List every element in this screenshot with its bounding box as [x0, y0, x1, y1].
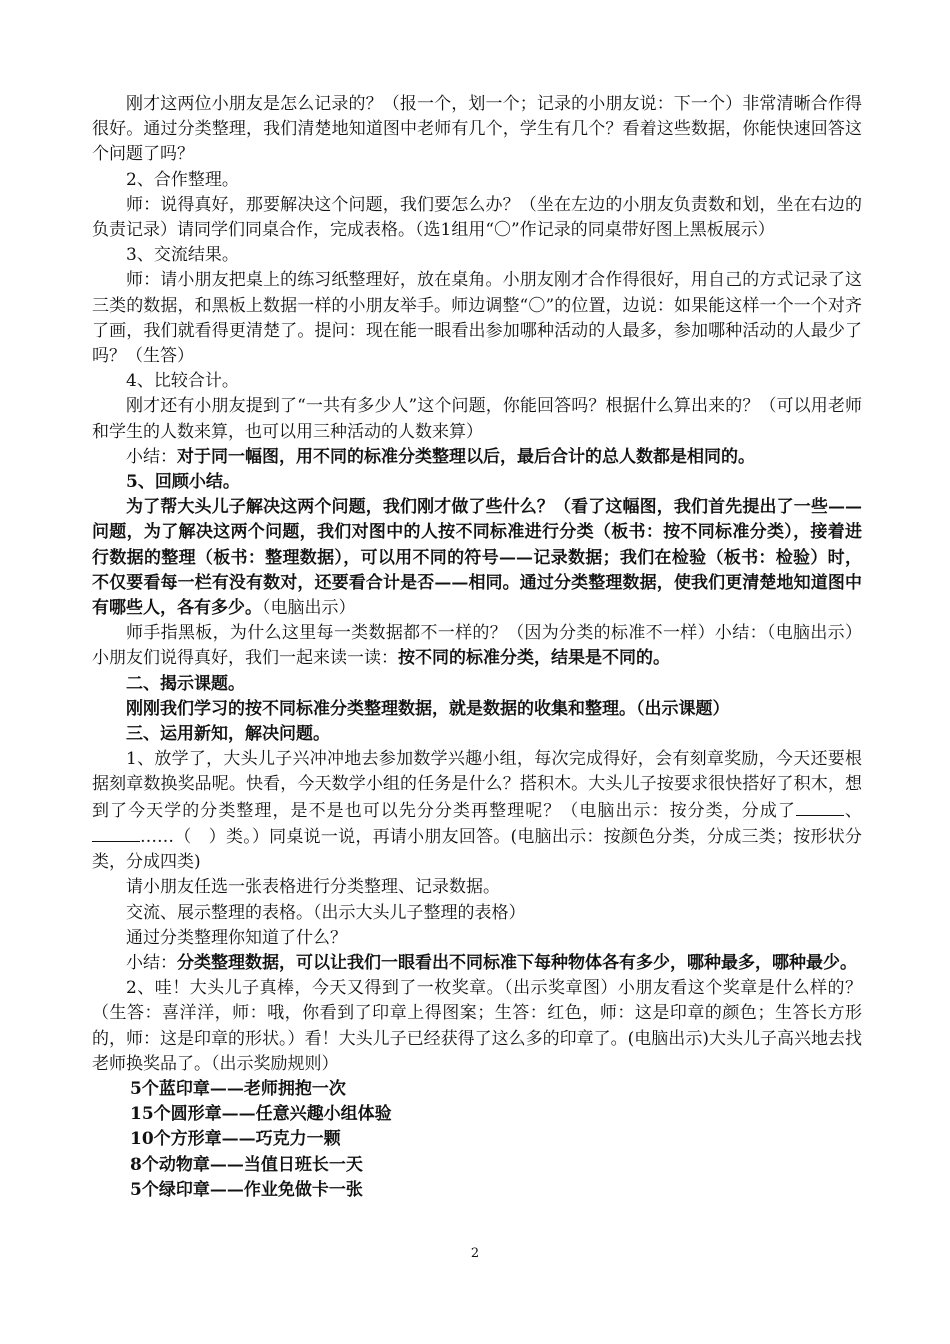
- heading-5: 5、回顾小结。: [126, 472, 240, 493]
- paragraph-9: 请小朋友任选一张表格进行分类整理、记录数据。: [126, 877, 500, 898]
- summary-4: [92, 445, 862, 470]
- blank-line-2: [92, 824, 140, 842]
- paragraph-11: 通过分类整理你知道了什么？: [126, 927, 347, 948]
- paragraph-6: [92, 621, 862, 671]
- paragraph-1: 刚才这两位小朋友是怎么记录的？（报一个，划一个；记录的小朋友说：下一个）非常清晰合作得很好。通过分类整理，我们清楚地知道图中老师有几个，学生有几个？看着这些数据，你能快速回答这个问题了吗？: [92, 94, 862, 165]
- summary-4-text: 对于同一幅图，用不同的标准分类整理以后，最后合计的总人数都是相同的。: [177, 446, 755, 467]
- blank-line-1: [796, 798, 844, 816]
- section-3-title: 三、运用新知，解决问题。: [126, 724, 330, 745]
- paragraph-5: [92, 495, 862, 621]
- reward-rule-3: 10个方形章——巧克力一颗: [130, 1129, 341, 1150]
- reward-rule-5: 5个绿印章——作业免做卡一张: [130, 1179, 363, 1200]
- paragraph-12: 2、哇！大头儿子真棒，今天又得到了一枚奖章。（出示奖章图）小朋友看这个奖章是什么样的？（生答：喜洋洋，师：哦，你看到了印章上得图案；生答：红色，师：这是印章的颜色；生答长方形的，师：这是印章的形状。）看！大头儿子已经获得了这么多的印章了。(电脑出示)大头儿子高兴地去找老师换奖品了。（出示奖励规则）: [92, 978, 862, 1074]
- page-number: 2: [470, 1246, 480, 1261]
- paragraph-3: 师：请小朋友把桌上的练习纸整理好，放在桌角。小朋友刚才合作得很好，用自己的方式记录了这三类的数据，和黑板上数据一样的小朋友举手。师边调整“〇”的位置，边说：如果能这样一个一个对齐了画，我们就看得更清楚了。提问：现在能一眼看出参加哪种活动的人最多，参加哪种活动的人最少了吗？（生答）: [92, 270, 862, 367]
- paragraph-6-text: 师手指黑板，为什么这里每一类数据都不一样的？（因为分类的标准不一样）小结：（电脑出示）小朋友们说得真好，我们一起来读一读：: [92, 623, 862, 669]
- heading-4: 4、比较合计。: [126, 371, 239, 392]
- reward-rule-4: 8个动物章——当值日班长一天: [130, 1154, 363, 1175]
- paragraph-5-tail: （电脑出示）: [262, 598, 356, 619]
- summary-11: [92, 951, 862, 976]
- heading-2: 2、合作整理。: [126, 169, 239, 190]
- paragraph-2: 师：说得真好，那要解决这个问题，我们要怎么办？（坐在左边的小朋友负责数和划，坐在右边的负责记录）请同学们同桌合作，完成表格。（选1组用“〇”作记录的同桌带好图上黑板展示）: [92, 194, 862, 241]
- paragraph-8-b: ……（ ）类。）同桌说一说，再请小朋友回答。(电脑出示：按颜色分类，分成三类；按形状分类，分成四类): [92, 826, 862, 873]
- heading-3: 3、交流结果。: [126, 245, 239, 266]
- paragraph-7: 刚刚我们学习的按不同标准分类整理数据，就是数据的收集和整理。（出示课题）: [126, 698, 730, 719]
- paragraph-5-bold: 为了帮大头儿子解决这两个问题，我们刚才做了些什么？（看了这幅图，我们首先提出了一些——问题，为了解决这两个问题，我们对图中的人按不同标准进行分类（板书：按不同标准分类），接着进行数据的整理（板书：整理数据），可以用不同的符号——记录数据；我们在检验（板书：检验）时，不仅要看每一栏有没有数对，还要看合计是否——相同。通过分类整理数据，使我们更清楚地知道图中有哪些人，各有多少。: [92, 497, 862, 619]
- summary-11-text: 分类整理数据，可以让我们一眼看出不同标准下每种物体各有多少，哪种最多，哪种最少。: [177, 952, 857, 973]
- summary-4-label: 小结：: [126, 446, 177, 467]
- paragraph-8-a: 1、放学了，大头儿子兴冲冲地去参加数学兴趣小组，每次完成得好，会有刻章奖励，今天还要根据刻章数换奖品呢。快看，今天数学小组的任务是什么？搭积木。大头儿子按要求很快搭好了积木，想到了今天学的分类整理，是不是也可以先分分类再整理呢？（电脑出示：按分类，分成了: [92, 749, 862, 821]
- document-page: [92, 92, 862, 1203]
- paragraph-10: 交流、展示整理的表格。（出示大头儿子整理的表格）: [126, 902, 526, 923]
- paragraph-8: [92, 747, 862, 875]
- paragraph-4: 刚才还有小朋友提到了“一共有多少人”这个问题，你能回答吗？根据什么算出来的？（可以用老师和学生的人数来算，也可以用三种活动的人数来算）: [92, 396, 862, 442]
- reward-rule-1: 5个蓝印章——老师拥抱一次: [130, 1078, 346, 1099]
- summary-11-label: 小结：: [126, 952, 177, 973]
- paragraph-8-sep: 、: [843, 800, 863, 821]
- paragraph-6-bold: 按不同的标准分类，结果是不同的。: [398, 648, 670, 669]
- section-2-title: 二、揭示课题。: [126, 673, 245, 694]
- reward-rule-2: 15个圆形章——任意兴趣小组体验: [130, 1104, 392, 1125]
